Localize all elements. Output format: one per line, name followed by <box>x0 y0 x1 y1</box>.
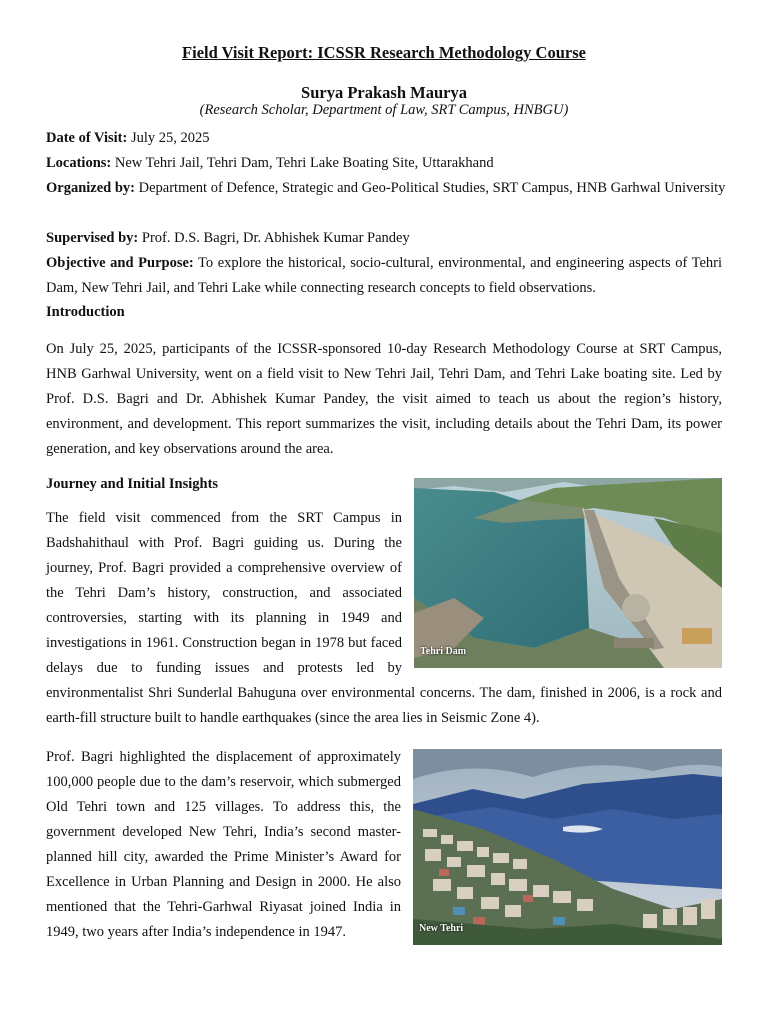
supervised-value: Prof. D.S. Bagri, Dr. Abhishek Kumar Pandey <box>138 230 410 246</box>
tehri-dam-caption: Tehri Dam <box>420 646 467 657</box>
author-affiliation: (Research Scholar, Department of Law, SRT Campus, HNBGU) <box>199 102 569 118</box>
journey-section <box>46 506 722 731</box>
journey-text: The field visit commenced from the SRT Campus in Badshahithaul with Prof. Bagri guiding us. During the journey, Prof. Bagri provided a comprehensive overview of the Tehri Dam’s history, construction, and associated controversies, starting with its planning in 1949 and investigations in 1961. Construction began in 1978 but faced delays due to funding issues and protests led by environmentalist Shri Sunderlal Bahuguna over environmental concerns. The dam, finished in 2006, is a rock and earth-fill structure built to handle earthquakes (since the area lies in Seismic Zone 4). <box>46 510 722 726</box>
introduction-text: On July 25, 2025, participants of the ICSSR-sponsored 10-day Research Methodology Course at SRT Campus, HNB Garhwal University, went on a field visit to New Tehri Jail, Tehri Dam, and Tehri Lake boating site. Led by Prof. D.S. Bagri and Dr. Abhishek Kumar Pandey, the visit aimed to teach us about the region’s history, environment, and development. This report summarizes the visit, including details about the Tehri Dam, its power generation, and key observations around the area. <box>46 341 722 457</box>
organized-by <box>46 176 726 201</box>
date-label: Date of Visit: <box>46 130 128 146</box>
objective-label: Objective and Purpose: <box>46 255 194 271</box>
supervised-label: Supervised by: <box>46 230 139 246</box>
displacement-text: Prof. Bagri highlighted the displacement of approximately 100,000 people due to the dam’s reservoir, which submerged Old Tehri town and 125 villages. To address this, the government developed New Tehri, India’s second master-planned hill city, awarded the Prime Minister’s Award for Excellence in Urban Planning and Design in 2000. He also mentioned that the Tehri-Garhwal Riyasat joined India in 1949, two years after India’s independence in 1947. <box>46 749 401 940</box>
journey-heading: Journey and Initial Insights <box>46 476 219 492</box>
new-tehri-caption: New Tehri <box>419 923 464 934</box>
objective-value: To explore the historical, socio-cultural, environmental, and engineering aspects of Tehri Dam, New Tehri Jail, and Tehri Lake while connecting research concepts to field observations. <box>46 255 722 296</box>
objective <box>46 251 722 301</box>
locations-value: New Tehri Jail, Tehri Dam, Tehri Lake Boating Site, Uttarakhand <box>111 155 494 171</box>
date-value: July 25, 2025 <box>127 130 210 146</box>
report-title: Field Visit Report: ICSSR Research Methodology Course <box>182 43 586 62</box>
organized-value: Department of Defence, Strategic and Geo-Political Studies, SRT Campus, HNB Garhwal University <box>135 180 726 196</box>
locations-label: Locations: <box>46 155 112 171</box>
displacement-section <box>46 745 722 945</box>
supervised-by <box>46 226 726 251</box>
tehri-dam-photo <box>414 478 722 668</box>
date-of-visit <box>46 126 726 151</box>
author-name: Surya Prakash Maurya <box>301 83 467 102</box>
organized-label: Organized by: <box>46 180 136 196</box>
introduction-heading: Introduction <box>46 304 125 320</box>
locations <box>46 151 726 176</box>
new-tehri-photo <box>413 749 722 945</box>
